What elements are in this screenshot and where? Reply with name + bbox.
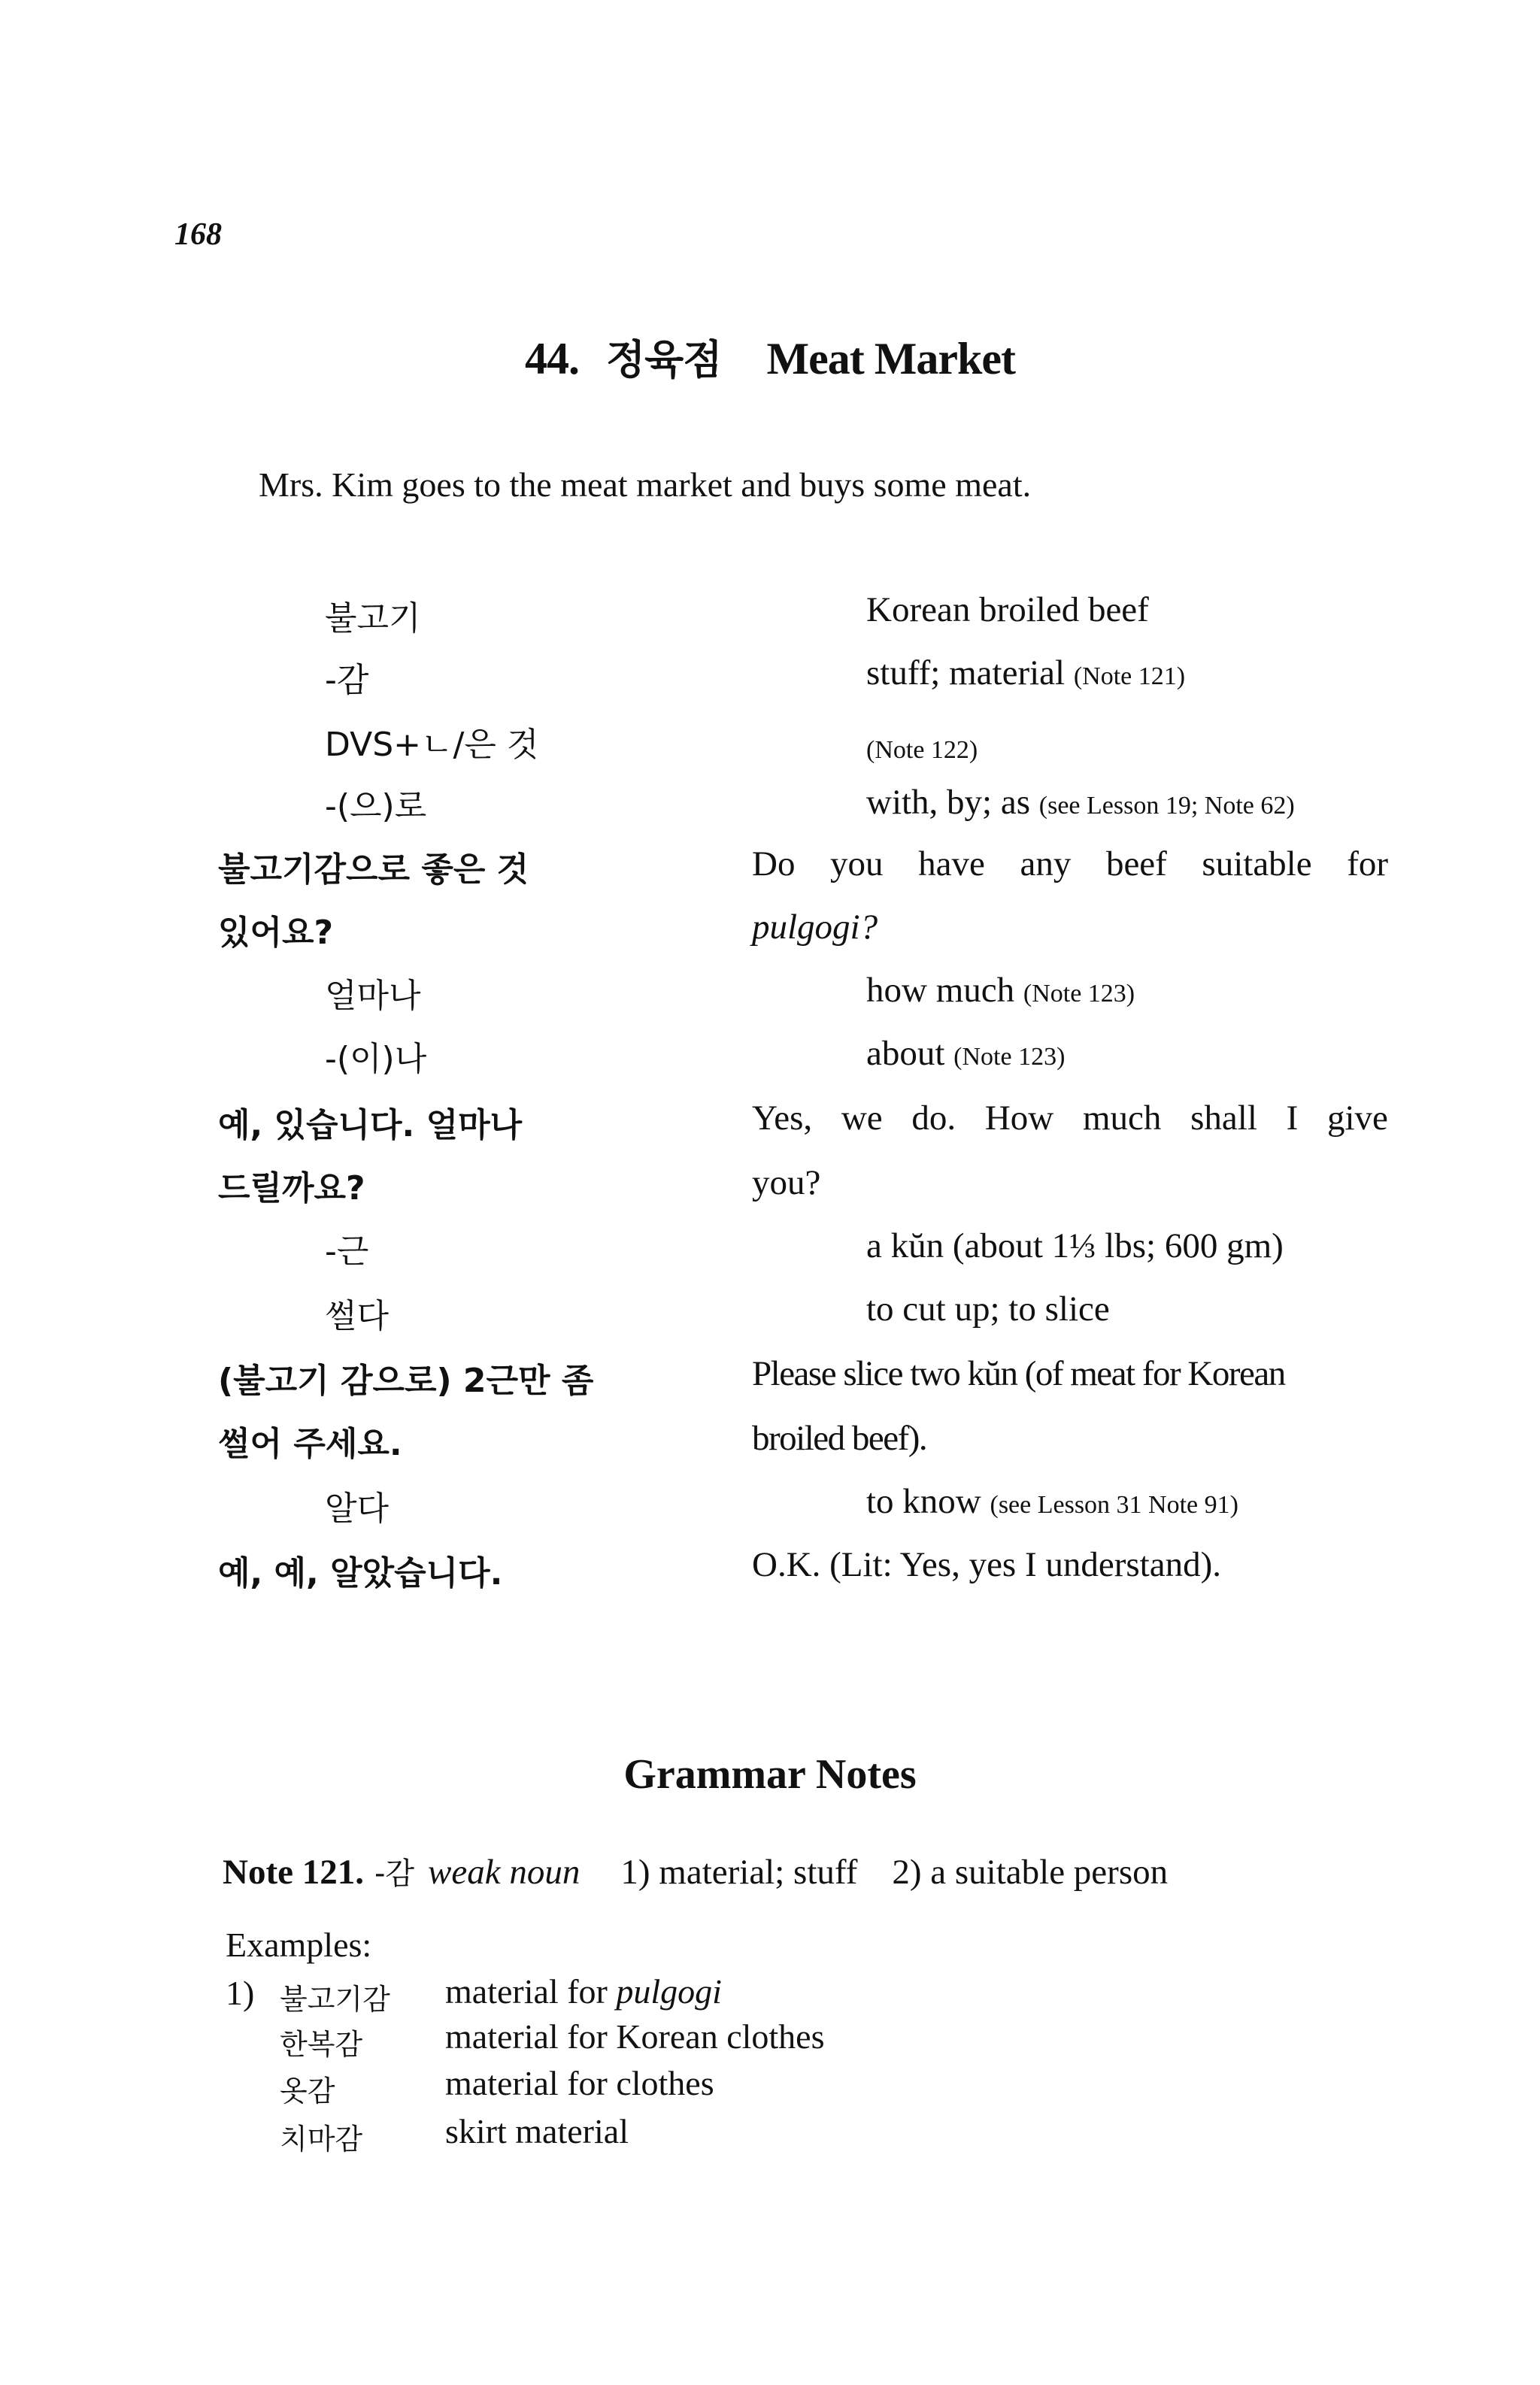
dialogue-english-cont: you? xyxy=(752,1163,821,1202)
dialogue-word: do. xyxy=(911,1099,956,1138)
dialogue-korean: 예, 예, 알았습니다. xyxy=(218,1554,503,1593)
dialogue-word: we xyxy=(841,1099,883,1138)
vocab-korean: -감 xyxy=(325,661,369,699)
dialogue-korean-cont: 있어요? xyxy=(218,914,334,952)
vocab-korean: -(이)나 xyxy=(325,1040,427,1078)
note-121-heading xyxy=(223,1850,1168,1893)
vocab-note: (Note 123) xyxy=(953,1043,1066,1071)
grammar-notes-heading: Grammar Notes xyxy=(623,1751,917,1798)
vocab-note: (Note 121) xyxy=(1073,662,1186,690)
example-english: skirt material xyxy=(445,2112,629,2150)
vocab-korean: DVS+ㄴ/은 것 xyxy=(325,726,539,764)
example-korean: 옷감 xyxy=(280,2074,335,2108)
vocab-english: to cut up; to slice xyxy=(866,1289,1110,1329)
vocab-english-text: Korean broiled beef xyxy=(866,590,1149,629)
page-number: 168 xyxy=(174,217,222,252)
dialogue-korean-cont: 썰어 주세요. xyxy=(218,1425,402,1463)
example-korean: 한복감 xyxy=(280,2028,363,2061)
vocab-korean: 썰다 xyxy=(325,1297,390,1335)
example-english: material for clothes xyxy=(445,2064,714,2102)
lesson-number: 44. xyxy=(525,334,579,383)
dialogue-word: Do xyxy=(752,844,796,883)
dialogue-english: O.K. (Lit: Yes, yes I understand). xyxy=(752,1545,1221,1584)
dialogue-english-cont: pulgogi? xyxy=(752,908,878,947)
dialogue-english xyxy=(752,844,1388,884)
vocab-korean: 알다 xyxy=(325,1489,390,1528)
vocab-korean: 얼마나 xyxy=(325,977,421,1015)
dialogue-english: Please slice two kŭn (of meat for Korean xyxy=(752,1354,1285,1393)
dialogue-word: for xyxy=(1347,844,1388,883)
dialogue-word: you xyxy=(830,844,884,883)
vocab-english-text: about xyxy=(866,1034,945,1073)
example-korean: 불고기감 xyxy=(280,1983,390,2016)
lesson-title-korean: 정육점 xyxy=(606,336,722,383)
examples-label: Examples: xyxy=(226,1926,372,1964)
vocab-english-text: to know xyxy=(866,1482,981,1521)
note-type: weak noun xyxy=(428,1853,581,1892)
vocab-english-text: how much xyxy=(866,971,1015,1010)
vocab-note: (Note 123) xyxy=(1023,980,1135,1008)
lesson-title-english: Meat Market xyxy=(766,334,1015,383)
vocab-note: (see Lesson 19; Note 62) xyxy=(1038,792,1295,820)
dialogue-english-cont: broiled beef). xyxy=(752,1419,927,1458)
note-korean: -감 xyxy=(374,1856,415,1891)
vocab-korean: -(으)로 xyxy=(325,787,427,826)
lesson-title xyxy=(0,328,1540,386)
dialogue-word: beef xyxy=(1105,844,1167,883)
intro-text: Mrs. Kim goes to the meat market and buys some meat. xyxy=(259,465,1032,504)
dialogue-word: any xyxy=(1020,844,1072,883)
dialogue-korean: 불고기감으로 좋은 것 xyxy=(218,850,529,889)
dialogue-korean-cont: 드릴까요? xyxy=(218,1169,365,1208)
vocab-english-text: stuff; material xyxy=(866,653,1066,692)
vocab-note: (see Lesson 31 Note 91) xyxy=(990,1491,1238,1519)
dialogue-word: suitable xyxy=(1202,844,1312,883)
vocab-korean: 불고기 xyxy=(325,599,421,638)
vocab-english xyxy=(866,589,1149,630)
note-definition-1: 1) material; stuff xyxy=(620,1853,858,1892)
example-english: material for Korean clothes xyxy=(445,2017,825,2056)
vocab-english-text: with, by; as xyxy=(866,783,1031,822)
note-label: Note 121. xyxy=(223,1853,364,1892)
vocab-korean: -근 xyxy=(325,1232,369,1271)
dialogue-word: How xyxy=(984,1099,1054,1138)
example-english-italic: pulgogi xyxy=(616,1972,722,2011)
vocab-note: (Note 122) xyxy=(866,736,978,764)
dialogue-word: Yes, xyxy=(752,1099,813,1138)
dialogue-korean: 예, 있습니다. 얼마나 xyxy=(218,1106,523,1144)
example-english-text: material for xyxy=(445,1972,617,2011)
vocab-english xyxy=(866,1481,1238,1522)
dialogue-word: give xyxy=(1326,1099,1388,1138)
vocab-english xyxy=(866,653,1185,693)
vocab-english xyxy=(866,726,978,767)
example-korean: 치마감 xyxy=(280,2123,363,2156)
vocab-english xyxy=(866,1033,1065,1074)
dialogue-korean: (불고기 감으로) 2근만 좀 xyxy=(218,1362,594,1400)
dialogue-word: I xyxy=(1286,1099,1299,1138)
dialogue-word: have xyxy=(918,844,985,883)
example-number: 1) xyxy=(226,1974,255,2012)
vocab-english xyxy=(866,970,1135,1011)
vocab-english xyxy=(866,782,1295,823)
dialogue-english xyxy=(752,1098,1388,1138)
dialogue-word: much xyxy=(1082,1099,1162,1138)
dialogue-word: shall xyxy=(1190,1099,1257,1138)
example-english xyxy=(445,1971,722,2011)
note-definition-2: 2) a suitable person xyxy=(892,1853,1169,1892)
vocab-english: a kŭn (about 1⅓ lbs; 600 gm) xyxy=(866,1226,1284,1265)
